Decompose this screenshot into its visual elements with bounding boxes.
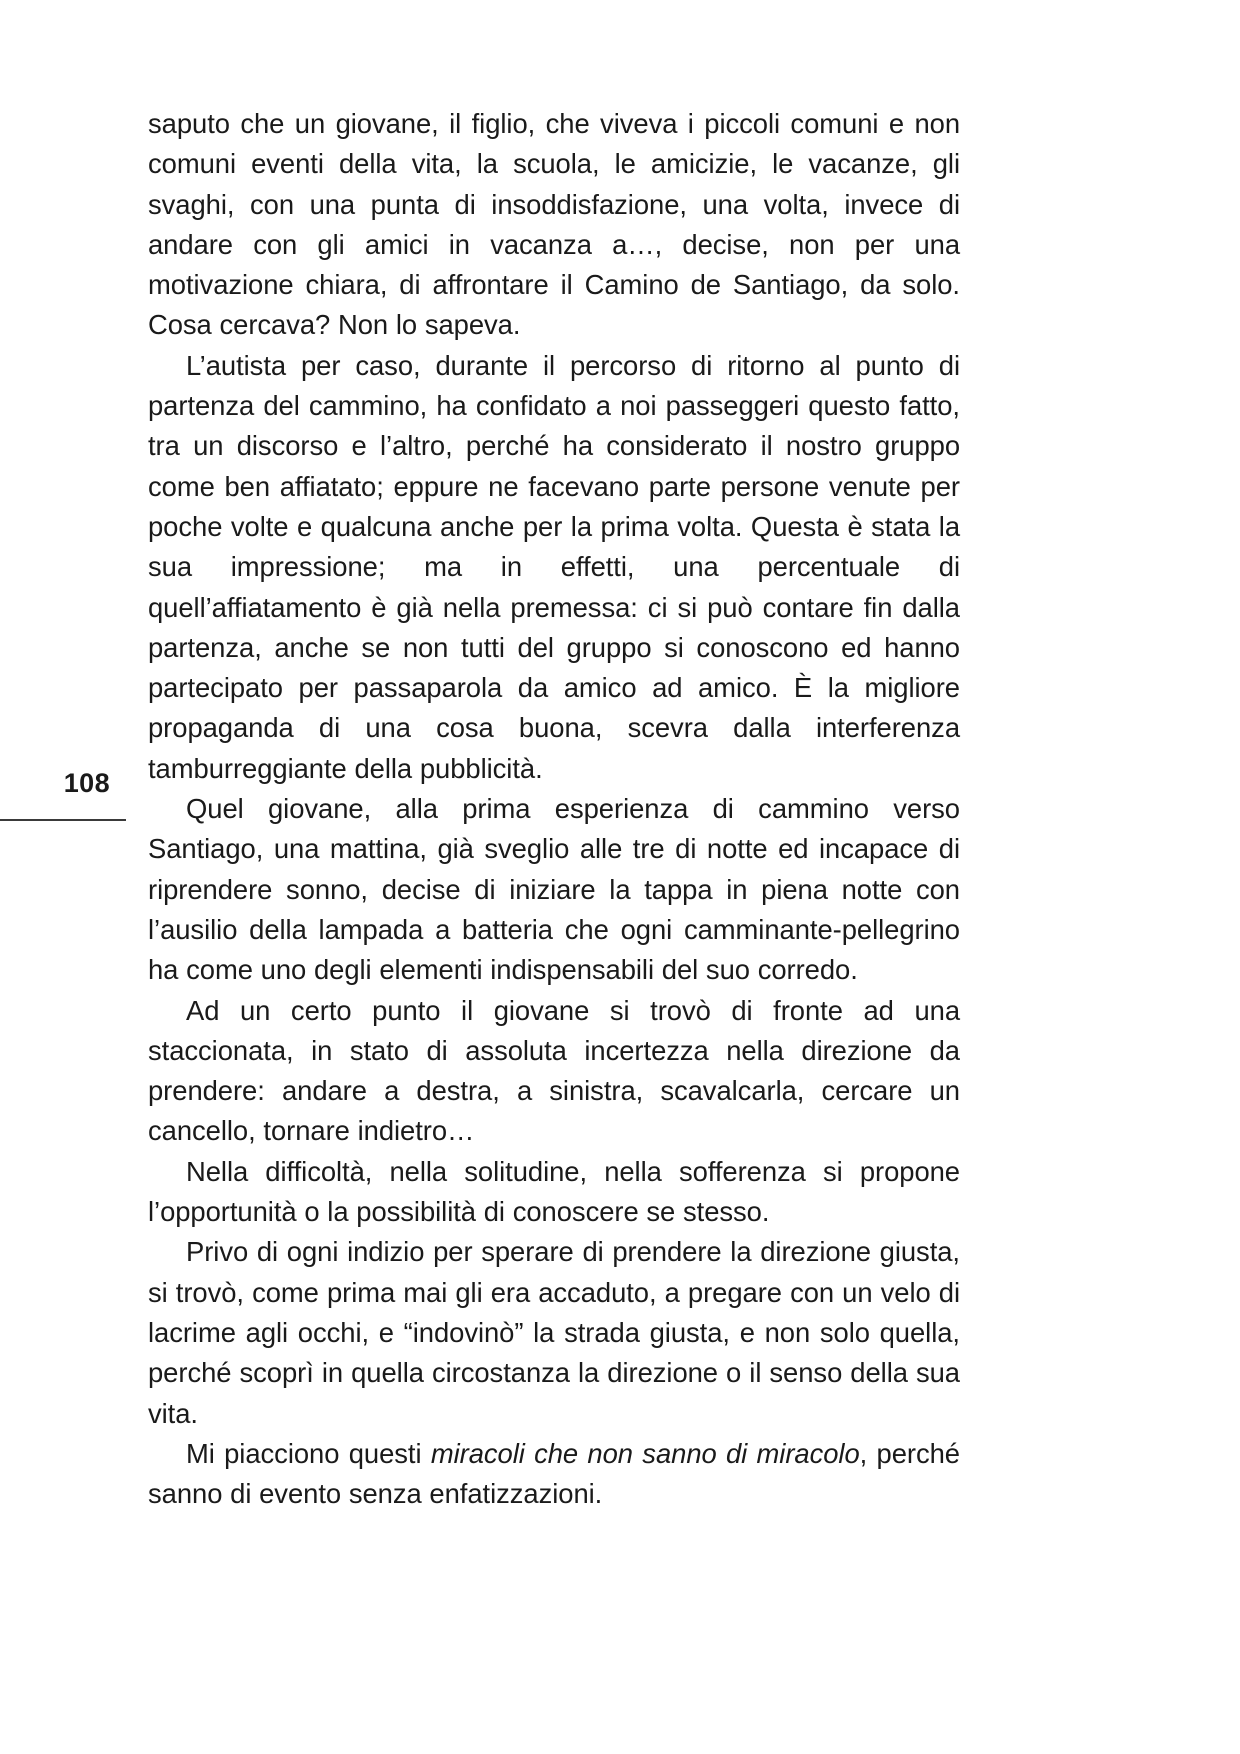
body-text-column bbox=[148, 104, 960, 1514]
paragraph: Quel giovane, alla prima esperienza di cammino verso Santiago, una mattina, già sveglio alle tre di notte ed incapace di riprendere sonno, decise di iniziare la tappa in piena notte con l’ausilio della lampada a batteria che ogni camminante-pellegrino ha come uno degli elementi indispensabili del suo corredo. bbox=[148, 793, 960, 986]
run-text: , perché sanno di evento senza enfatizzazioni. bbox=[148, 1437, 960, 1510]
paragraph: saputo che un giovane, il figlio, che viveva i piccoli comuni e non comuni eventi della vita, la scuola, le amicizie, le vacanze, gli svaghi, con una punta di insoddisfazione, una volta, invece di andare con gli amici in vacanza a…, decise, non per una motivazione chiara, di affrontare il Camino de Santiago, da solo. Cosa cercava? Non lo sapeva. bbox=[148, 108, 960, 341]
run-text: Mi piacciono questi bbox=[186, 1437, 431, 1469]
emphasis-text: miracoli che non sanno di miracolo bbox=[430, 1437, 860, 1469]
paragraph: L’autista per caso, durante il percorso di ritorno al punto di partenza del cammino, ha confidato a noi passeggeri questo fatto, tra un discorso e l’altro, perché ha considerato il nostro gruppo come ben affiatato; eppure ne facevano parte persone venute per poche volte e qualcuna anche per la prima volta. Questa è stata la sua impressione; ma in effetti, una percentuale di quell’affiatamento è già nella premessa: ci si può contare fin dalla partenza, anche se non tutti del gruppo si conoscono ed hanno partecipato per passaparola da amico ad amico. È la migliore propaganda di una cosa buona, scevra dalla interferenza tamburreggiante della pubblicità. bbox=[148, 349, 960, 784]
folio-rule bbox=[0, 819, 126, 821]
paragraph: Privo di ogni indizio per sperare di prendere la direzione giusta, si trovò, come prima mai gli era accaduto, a pregare con un velo di lacrime agli occhi, e “indovinò” la strada giusta, e non solo quella, perché scoprì in quella circostanza la direzione o il senso della sua vita. bbox=[148, 1236, 960, 1429]
paragraph bbox=[148, 1434, 960, 1515]
paragraph: Ad un certo punto il giovane si trovò di fronte ad una staccionata, in stato di assoluta incertezza nella direzione da prendere: andare a destra, a sinistra, scavalcarla, cercare un cancello, tornare indietro… bbox=[148, 994, 960, 1147]
folio bbox=[0, 770, 128, 821]
paragraph: Nella difficoltà, nella solitudine, nella sofferenza si propone l’opportunità o la possibilità di conoscere se stesso. bbox=[148, 1155, 960, 1228]
page-number: 108 bbox=[63, 768, 110, 798]
